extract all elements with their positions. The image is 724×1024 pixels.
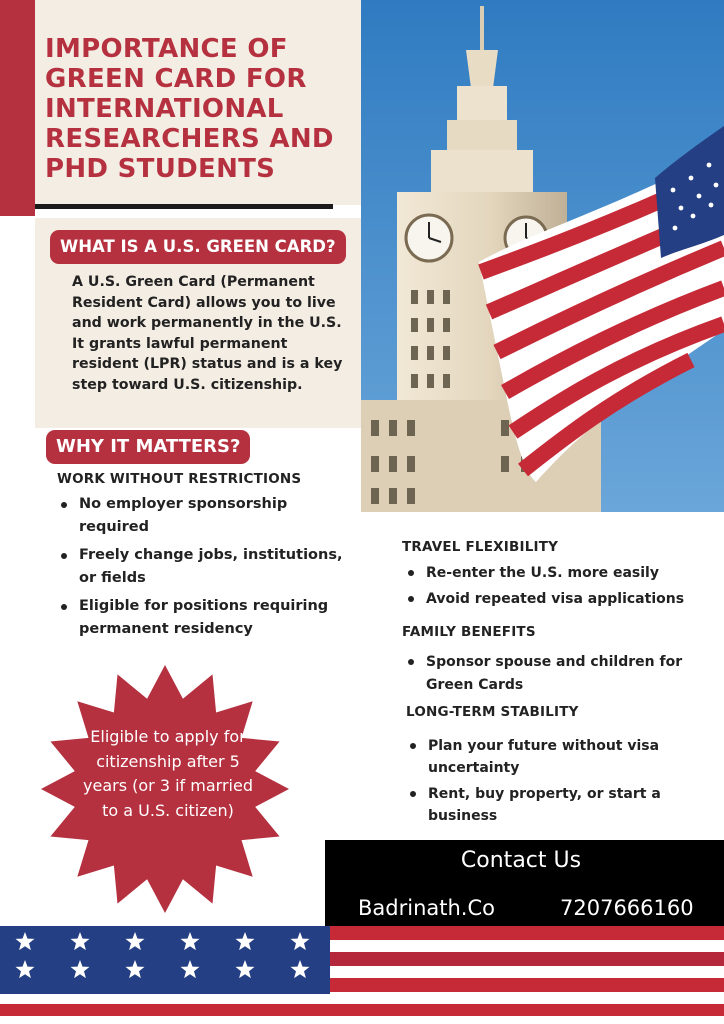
why-it-matters-heading: WHY IT MATTERS? [46, 430, 250, 464]
contact-phone[interactable]: 7207666160 [560, 896, 694, 920]
list-item: Sponsor spouse and children for Green Cards [404, 651, 694, 697]
family-list [404, 651, 694, 701]
list-item: No employer sponsorship required [57, 493, 347, 539]
list-item: Avoid repeated visa applications [404, 588, 714, 610]
what-is-heading: WHAT IS A U.S. GREEN CARD? [50, 230, 346, 264]
list-item: Eligible for positions requiring permanent residency [57, 595, 347, 641]
list-item: Rent, buy property, or start a business [406, 783, 696, 827]
travel-heading: TRAVEL FLEXIBILITY [402, 539, 559, 555]
flag-strip [0, 926, 724, 1024]
contact-title: Contact Us [460, 848, 582, 873]
what-is-body: A U.S. Green Card (Permanent Resident Card) allows you to live and work permanently in the U.S. It grants lawful permanent resident (LPR) status and is a key step toward U.S. citizenship. [72, 274, 343, 393]
list-item: Plan your future without visa uncertainty [406, 735, 696, 779]
travel-list [404, 562, 714, 614]
accent-bar [0, 0, 35, 216]
tower-flag-photo [361, 0, 724, 512]
contact-website[interactable]: Badrinath.Co [358, 896, 495, 920]
title-divider [35, 204, 333, 209]
work-heading: WORK WITHOUT RESTRICTIONS [57, 471, 302, 487]
citizenship-note: Eligible to apply for citizenship after 5 years (or 3 if married to a U.S. citizen) [83, 727, 253, 820]
work-list [57, 493, 347, 646]
list-item: Re-enter the U.S. more easily [404, 562, 714, 584]
list-item: Freely change jobs, institutions, or fields [57, 544, 347, 590]
page-title: IMPORTANCE OF GREEN CARD FOR INTERNATIONAL RESEARCHERS AND PHD STUDENTS [45, 34, 334, 184]
longterm-list [406, 735, 696, 831]
family-heading: FAMILY BENEFITS [402, 624, 536, 640]
longterm-heading: LONG-TERM STABILITY [406, 704, 579, 720]
